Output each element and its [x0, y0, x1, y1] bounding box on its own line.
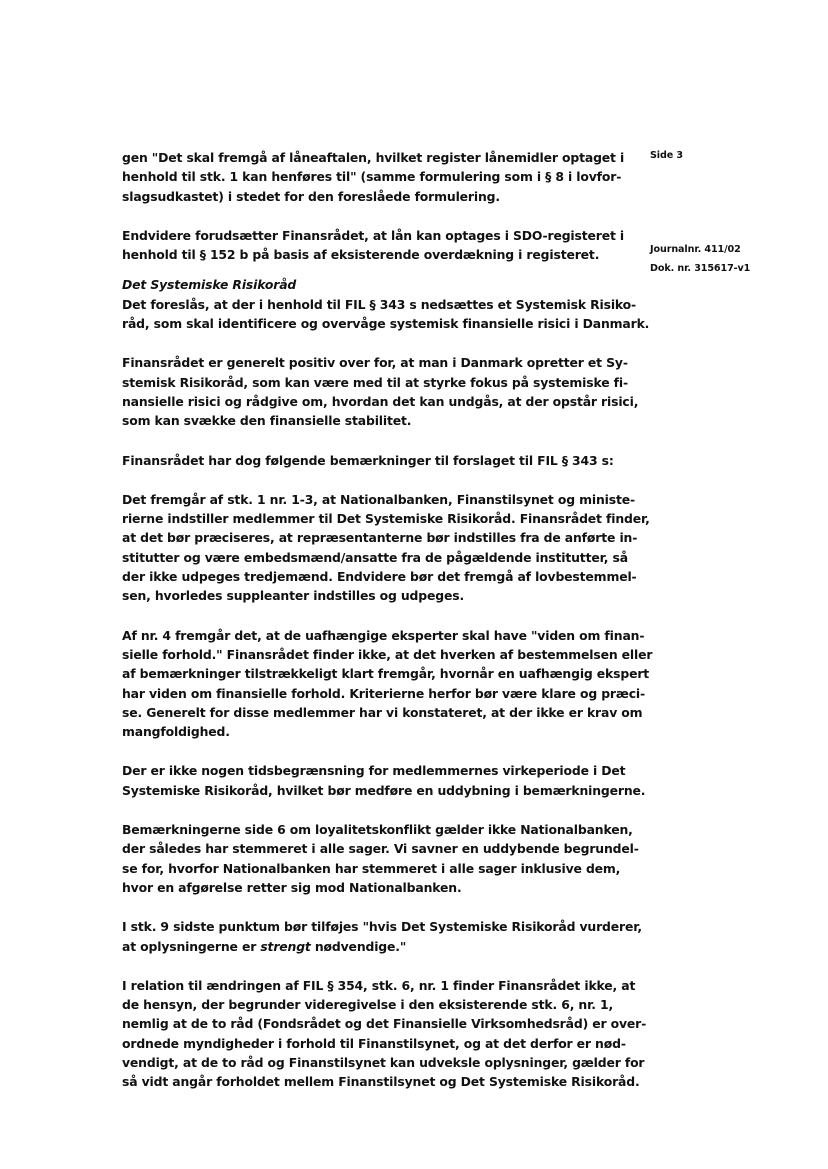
letter-body	[122, 148, 653, 1112]
text-line: henhold til § 152 b på basis af eksisterende overdækning i registeret.	[122, 247, 600, 263]
paragraph	[122, 917, 642, 956]
paragraph	[122, 226, 625, 265]
paragraph	[122, 148, 625, 206]
paragraph	[122, 451, 622, 470]
text-line: de hensyn, der begrunder videregivelse i den eksisterende stk. 6, nr. 1,	[122, 997, 614, 1013]
text-line: Af nr. 4 fremgår det, at de uafhængige eksperter skal have "viden om finan-	[122, 627, 645, 643]
text-line: Systemiske Risikoråd, hvilket bør medføre en uddybning i bemærkningerne.	[122, 782, 646, 798]
text-line: Det foreslås, at der i henhold til FIL § 343 s nedsættes et Systemisk Risiko-	[122, 296, 637, 312]
text-line: råd, som skal identificere og overvåge systemisk finansielle risici i Danmark.	[122, 316, 650, 332]
text-line: Finansrådet har dog følgende bemærkninger til forslaget til FIL § 343 s:	[122, 452, 614, 468]
paragraph	[122, 761, 646, 800]
text-line: henhold til stk. 1 kan henføres til" (samme formulering som i § 8 i lovfor-	[122, 169, 622, 185]
text-line: Bemærkningerne side 6 om loyalitetskonflikt gælder ikke Nationalbanken,	[122, 822, 633, 838]
text-line: nansielle risici og rådgive om, hvordan det kan undgås, at der opstår risici,	[122, 393, 639, 409]
text-line: så vidt angår forholdet mellem Finanstilsynet og Det Systemiske Risikoråd.	[122, 1074, 640, 1090]
text-line: Der er ikke nogen tidsbegrænsning for medlemmernes virkeperiode i Det	[122, 763, 626, 779]
text-line: Endvidere forudsætter Finansrådet, at lån kan optages i SDO-registeret i	[122, 227, 625, 243]
text-line: stemisk Risikoråd, som kan være med til at styrke fokus på systemiske fi-	[122, 374, 628, 390]
text-line: stitutter og være embedsmænd/ansatte fra de pågældende institutter, så	[122, 549, 628, 565]
page-number: Side 3	[650, 150, 683, 161]
text-line: mangfoldighed.	[122, 724, 230, 740]
text-line: se for, hvorfor Nationalbanken har stemmeret i alle sager inklusive dem,	[122, 860, 621, 876]
text-line: af bemærkninger tilstrækkeligt klart fremgår, hvornår en uafhængig ekspert	[122, 666, 650, 682]
text-line: gen "Det skal fremgå af låneaftalen, hvilket register lånemidler optaget i	[122, 150, 625, 165]
text-line: har viden om finansielle forhold. Kriterierne herfor bør være klare og præci-	[122, 685, 646, 701]
paragraph	[122, 275, 650, 333]
journal-number: Journalnr. 411/02	[650, 244, 741, 255]
text-line: rierne indstiller medlemmer til Det Systemiske Risikoråd. Finansrådet finder,	[122, 511, 650, 527]
text-line: vendigt, at de to råd og Finanstilsynet kan udveksle oplysninger, gælder for	[122, 1054, 645, 1070]
emphasized-word: strengt	[260, 938, 311, 954]
paragraph	[122, 820, 639, 897]
text-line: I relation til ændringen af FIL § 354, stk. 6, nr. 1 finder Finansrådet ikke, at	[122, 977, 636, 993]
text-line: Det fremgår af stk. 1 nr. 1-3, at Nationalbanken, Finanstilsynet og ministe-	[122, 491, 635, 507]
text-line: at det bør præciseres, at repræsentanterne bør indstilles fra de anførte in-	[122, 530, 638, 546]
text-line: sen, hvorledes suppleanter indstilles og udpeges.	[122, 588, 465, 604]
text-line: Finansrådet er generelt positiv over for, at man i Danmark opretter et Sy-	[122, 355, 628, 371]
text-fragment: nødvendige."	[310, 938, 407, 954]
text-line: ordnede myndigheder i forhold til Finanstilsynet, og at det derfor er nød-	[122, 1035, 626, 1051]
text-line: hvor en afgørelse retter sig mod Nationalbanken.	[122, 879, 462, 895]
text-fragment: at oplysningerne er	[122, 938, 261, 954]
paragraph	[122, 626, 653, 742]
section-heading: Det Systemiske Risikoråd	[122, 277, 297, 293]
text-line: der ikke udpeges tredjemænd. Endvidere bør det fremgå af lovbestemmel-	[122, 569, 637, 585]
text-line: nemlig at de to råd (Fondsrådet og det Finansielle Virksomhedsråd) er over-	[122, 1016, 647, 1032]
text-line	[122, 937, 622, 956]
text-line: se. Generelt for disse medlemmer har vi konstateret, at der ikke er krav om	[122, 704, 643, 720]
paragraph	[122, 976, 647, 1092]
text-line: sielle forhold." Finansrådet finder ikke, at det hverken af bestemmelsen eller	[122, 646, 653, 662]
text-line: som kan svække den finansielle stabilitet.	[122, 413, 412, 429]
paragraph	[122, 353, 639, 430]
document-number: Dok. nr. 315617-v1	[650, 263, 751, 274]
paragraph	[122, 490, 650, 606]
text-line: slagsudkastet) i stedet for den foreslåede formulering.	[122, 188, 500, 204]
text-line: der således har stemmeret i alle sager. Vi savner en uddybende begrundel-	[122, 841, 639, 857]
text-line: I stk. 9 sidste punktum bør tilføjes "hvis Det Systemiske Risikoråd vurderer,	[122, 919, 642, 935]
